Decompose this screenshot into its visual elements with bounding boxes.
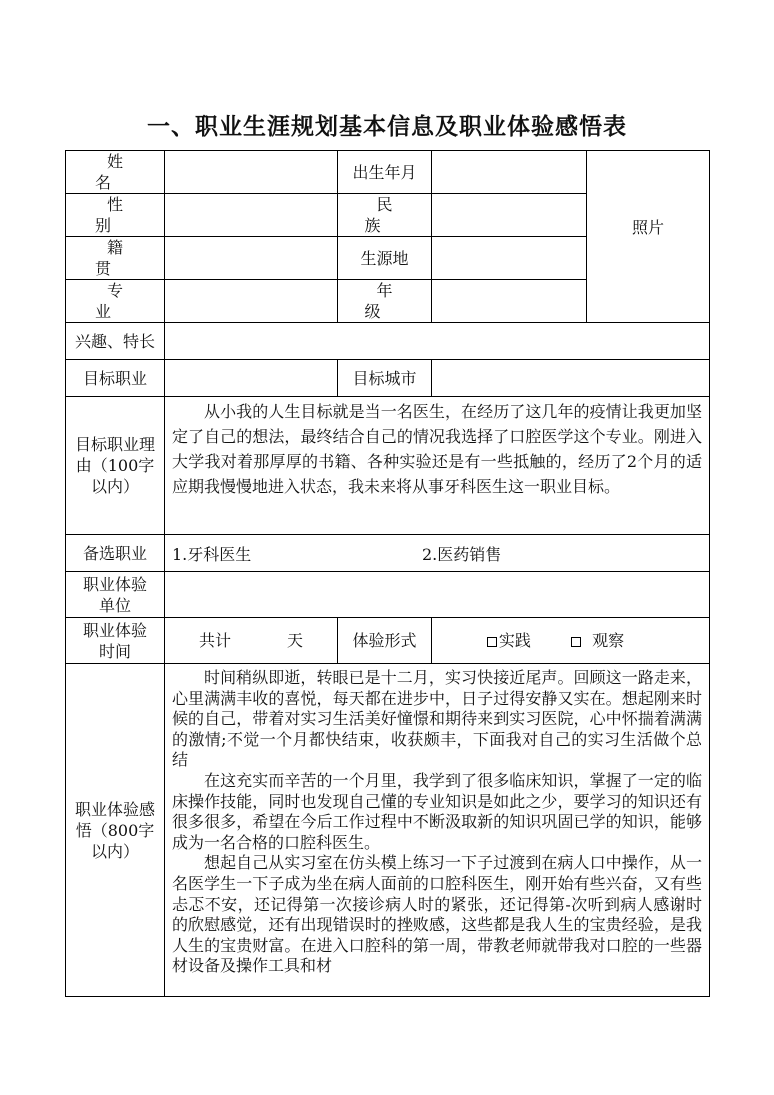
name-field[interactable] <box>165 151 338 194</box>
hometown-field[interactable] <box>165 237 338 280</box>
origin-field[interactable] <box>432 237 587 280</box>
alt-job-1: 1.牙科医生 <box>172 544 252 564</box>
practice-checkbox[interactable] <box>487 637 497 647</box>
major-field[interactable] <box>165 280 338 323</box>
row-hobbies <box>66 323 710 360</box>
practice-option-label: 实践 <box>498 631 531 650</box>
row-exp-feeling <box>66 664 710 997</box>
exp-form-label: 体验形式 <box>338 618 432 664</box>
target-city-field[interactable] <box>432 360 710 397</box>
ethnicity-field[interactable] <box>432 194 587 237</box>
ethnicity-label: 民 族 <box>338 194 432 237</box>
target-job-label: 目标职业 <box>66 360 165 397</box>
target-reason-text: 从小我的人生目标就是当一名医生，在经历了这几年的疫情让我更加坚定了自己的想法，最终结合自己的情况我选择了口腔医学这个专业。刚进入大学我对着那厚厚的书籍、各种实验还是有一些抵触的，经历了2个月的适应期我慢慢地进入状态，我未来将从事牙科医生这一职业目标。 <box>172 402 702 496</box>
photo-cell[interactable] <box>587 151 710 323</box>
row-target-reason <box>66 397 710 535</box>
exp-feeling-label: 职业体验感悟（800字以内） <box>66 664 165 997</box>
hobbies-label: 兴趣、特长 <box>66 323 165 360</box>
feeling-paragraph: 在这充实而辛苦的一个月里，我学到了很多临床知识，掌握了一定的临床操作技能，同时也发现自己懂的专业知识是如此之少，要学习的知识还有很多很多，希望在今后工作过程中不断汲取新的知识巩固已学的知识，能够成为一名合格的口腔科医生。 <box>172 770 702 852</box>
feeling-paragraph: 时间稍纵即逝，转眼已是十二月，实习快接近尾声。回顾这一路走来，心里满满丰收的喜悦，每天都在进步中，日子过得安静又实在。想起刚来时候的自己，带着对实习生活美好憧憬和期待来到实习医院，心中怀揣着满满的激情;不觉一个月都快结束，收获颇丰，下面我对自己的实习生活做个总结 <box>172 668 702 770</box>
gender-field[interactable] <box>165 194 338 237</box>
exp-unit-field[interactable] <box>165 572 710 618</box>
alt-jobs-field[interactable] <box>165 535 710 572</box>
hobbies-field[interactable] <box>165 323 710 360</box>
total-suffix: 天 <box>287 631 304 650</box>
target-city-label: 目标城市 <box>338 360 432 397</box>
row-exp-time <box>66 618 710 664</box>
exp-unit-label: 职业体验单位 <box>66 572 165 618</box>
row-alt-jobs <box>66 535 710 572</box>
hometown-label: 籍 贯 <box>66 237 165 280</box>
exp-time-label: 职业体验时间 <box>66 618 165 664</box>
row-exp-unit <box>66 572 710 618</box>
birth-field[interactable] <box>432 151 587 194</box>
info-form-table <box>65 150 710 997</box>
feeling-paragraph: 想起自己从实习室在仿头模上练习一下子过渡到在病人口中操作，从一名医学生一下子成为坐在病人面前的口腔科医生，刚开始有些兴奋，又有些忐忑不安，还记得第一次接诊病人时的紧张，还记得第-次听到病人感谢时的欣慰感觉，还有出现错误时的挫败感，这些都是我人生的宝贵经验，是我人生的宝贵财富。在进入口腔科的第一周，带教老师就带我对口腔的一些器材设备及操作工具和材 <box>172 853 702 976</box>
name-label: 姓 名 <box>66 151 165 194</box>
observe-checkbox[interactable] <box>571 637 581 647</box>
exp-time-field[interactable] <box>165 618 338 664</box>
target-reason-field[interactable] <box>165 397 710 535</box>
birth-label: 出生年月 <box>338 151 432 194</box>
major-label: 专 业 <box>66 280 165 323</box>
observe-option-label: 观察 <box>592 631 625 650</box>
target-reason-label: 目标职业理由（100字以内） <box>66 397 165 535</box>
row-name <box>66 151 710 194</box>
gender-label: 性 别 <box>66 194 165 237</box>
total-prefix: 共计 <box>198 631 231 650</box>
alt-job-2: 2.医药销售 <box>422 544 502 564</box>
photo-label: 照片 <box>631 218 664 237</box>
page-title: 一、职业生涯规划基本信息及职业体验感悟表 <box>147 114 627 140</box>
grade-label: 年 级 <box>338 280 432 323</box>
row-target-job <box>66 360 710 397</box>
target-job-field[interactable] <box>165 360 338 397</box>
grade-field[interactable] <box>432 280 587 323</box>
origin-label: 生源地 <box>338 237 432 280</box>
exp-form-options <box>432 618 710 664</box>
exp-feeling-field[interactable] <box>165 664 710 997</box>
alt-jobs-label: 备选职业 <box>66 535 165 572</box>
